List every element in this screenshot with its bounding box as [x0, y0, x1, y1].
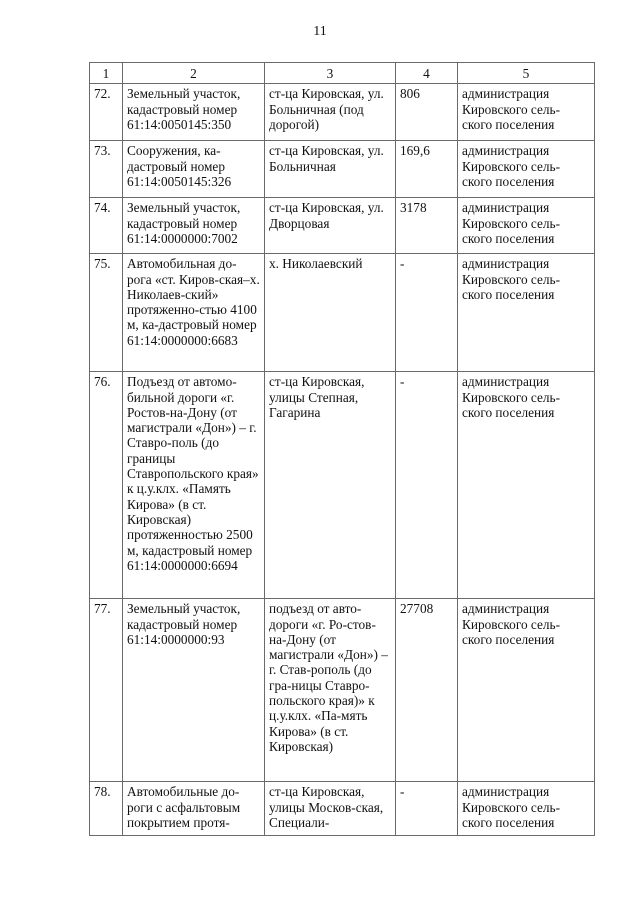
- row-number: 73.: [90, 141, 123, 198]
- row-number: 78.: [90, 782, 123, 836]
- page-number: 11: [313, 24, 327, 39]
- table-row: [90, 254, 595, 372]
- object-name: Автомобильная до-рога «ст. Киров-ская–х. Николаев-ский» протяженно-стью 4100 м, ка-дастровый номер 61:14:0000000:6683: [123, 254, 265, 372]
- object-area: 169,6: [396, 141, 458, 198]
- table-header-row: [90, 63, 595, 84]
- object-location: х. Николаевский: [265, 254, 396, 372]
- property-registry-table: [89, 62, 595, 836]
- row-number: 74.: [90, 198, 123, 254]
- object-holder: администрация Кировского сель-ского поселения: [458, 141, 595, 198]
- column-header: 5: [458, 63, 595, 84]
- object-holder: администрация Кировского сель-ского поселения: [458, 198, 595, 254]
- row-number: 77.: [90, 599, 123, 782]
- object-holder: администрация Кировского сель-ского поселения: [458, 84, 595, 141]
- object-location: ст-ца Кировская, ул. Больничная: [265, 141, 396, 198]
- object-name: Земельный участок, кадастровый номер 61:14:0000000:93: [123, 599, 265, 782]
- object-name: Земельный участок, кадастровый номер 61:14:0050145:350: [123, 84, 265, 141]
- object-name: Подъезд от автомо-бильной дороги «г. Ростов-на-Дону (от магистрали «Дон») – г. Ставро-поль (до границы Ставропольского края» к ц.у.клх. «Память Кирова» (в ст. Кировская) протяженностью 2500 м, кадастровый номер 61:14:0000000:6694: [123, 372, 265, 599]
- object-holder: администрация Кировского сель-ского поселения: [458, 254, 595, 372]
- object-location: ст-ца Кировская, ул. Дворцовая: [265, 198, 396, 254]
- table-row: [90, 141, 595, 198]
- table-row: [90, 372, 595, 599]
- object-area: 3178: [396, 198, 458, 254]
- column-header: 3: [265, 63, 396, 84]
- object-name: Автомобильные до-роги с асфальтовым покрытием протя-: [123, 782, 265, 836]
- object-location: ст-ца Кировская, улицы Москов-ская, Специали-: [265, 782, 396, 836]
- object-area: 27708: [396, 599, 458, 782]
- object-name: Земельный участок, кадастровый номер 61:14:0000000:7002: [123, 198, 265, 254]
- object-holder: администрация Кировского сель-ского поселения: [458, 599, 595, 782]
- object-area: -: [396, 254, 458, 372]
- object-area: -: [396, 372, 458, 599]
- column-header: 1: [90, 63, 123, 84]
- object-holder: администрация Кировского сель-ского поселения: [458, 372, 595, 599]
- row-number: 75.: [90, 254, 123, 372]
- object-holder: администрация Кировского сель-ского поселения: [458, 782, 595, 836]
- table-row: [90, 782, 595, 836]
- object-name: Сооружения, ка-дастровый номер 61:14:0050145:326: [123, 141, 265, 198]
- table-row: [90, 599, 595, 782]
- table-row: [90, 84, 595, 141]
- object-area: -: [396, 782, 458, 836]
- row-number: 72.: [90, 84, 123, 141]
- column-header: 4: [396, 63, 458, 84]
- object-location: подъезд от авто-дороги «г. Ро-стов-на-Дону (от магистрали «Дон») – г. Став-рополь (до гра-ницы Ставро-польского края)» к ц.у.клх. «Па-мять Кирова» (в ст. Кировская): [265, 599, 396, 782]
- row-number: 76.: [90, 372, 123, 599]
- object-location: ст-ца Кировская, улицы Степная, Гагарина: [265, 372, 396, 599]
- object-area: 806: [396, 84, 458, 141]
- column-header: 2: [123, 63, 265, 84]
- table-row: [90, 198, 595, 254]
- object-location: ст-ца Кировская, ул. Больничная (под дорогой): [265, 84, 396, 141]
